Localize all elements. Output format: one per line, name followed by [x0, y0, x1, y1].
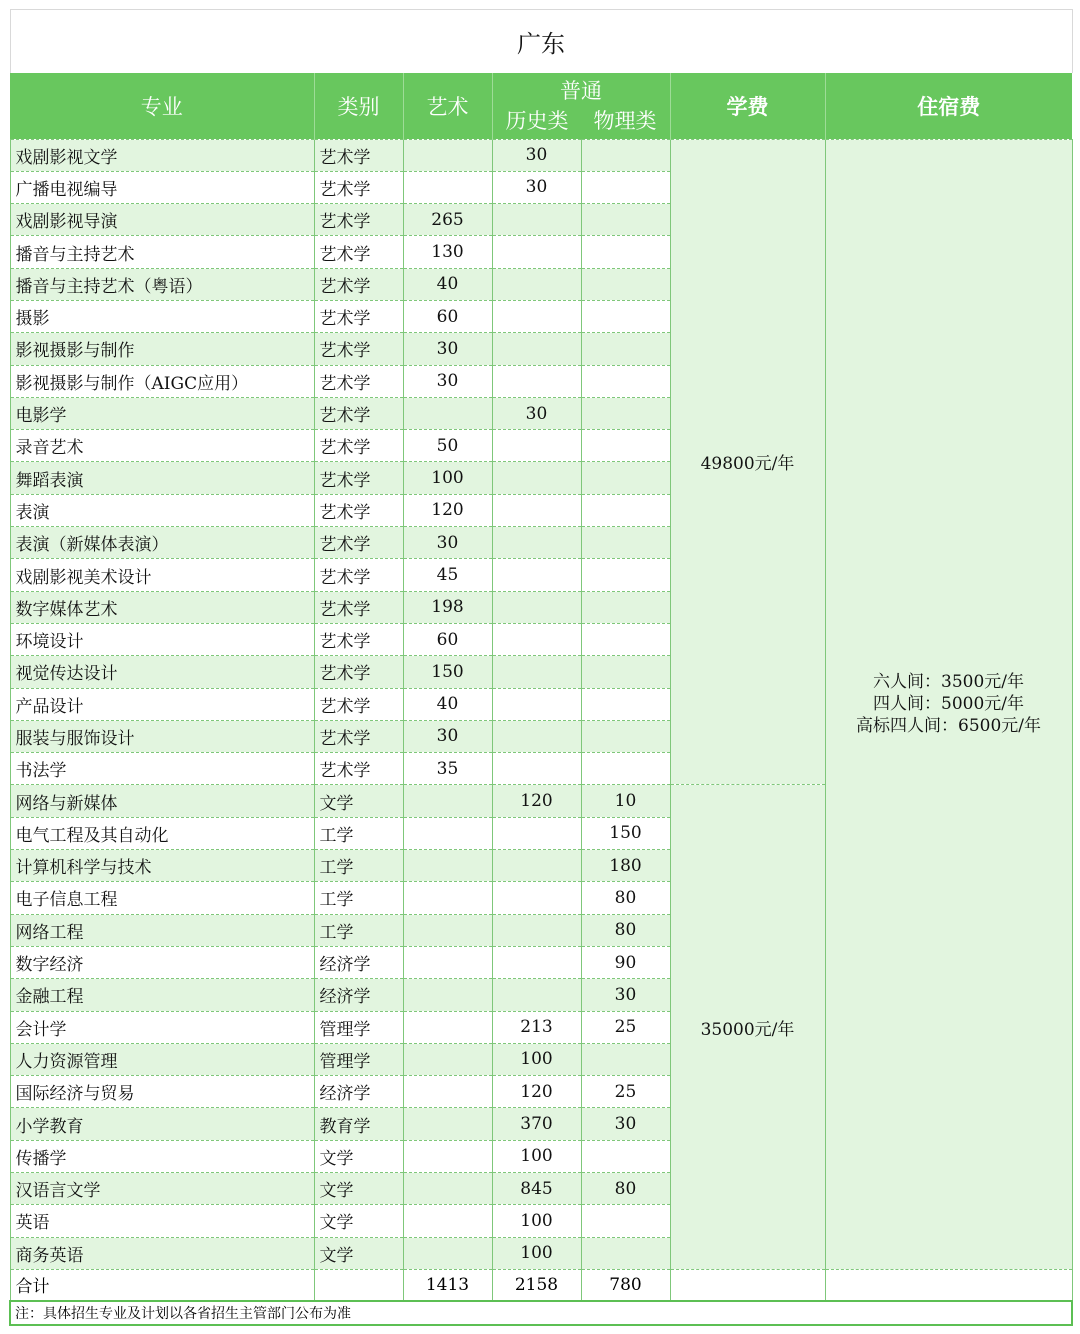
total-row: [10, 1269, 1072, 1301]
physics-count-cell: [581, 365, 670, 397]
major-cell: 摄影: [10, 300, 314, 332]
physics-count-cell: 10: [581, 785, 670, 817]
physics-count-cell: [581, 1043, 670, 1075]
art-count-cell: 198: [403, 591, 492, 623]
physics-count-cell: [581, 300, 670, 332]
history-count-cell: 30: [492, 171, 581, 203]
total-category-cell: [314, 1269, 403, 1301]
history-count-cell: 845: [492, 1173, 581, 1205]
major-cell: 数字经济: [10, 946, 314, 978]
physics-count-cell: [581, 623, 670, 655]
major-cell: 舞蹈表演: [10, 462, 314, 494]
category-cell: 艺术学: [314, 171, 403, 203]
major-cell: 商务英语: [10, 1237, 314, 1269]
major-cell: 计算机科学与技术: [10, 850, 314, 882]
history-count-cell: 370: [492, 1108, 581, 1140]
major-cell: 戏剧影视导演: [10, 204, 314, 236]
physics-count-cell: [581, 462, 670, 494]
art-count-cell: 45: [403, 559, 492, 591]
dorm-fee-cell: [825, 139, 1072, 1269]
history-count-cell: 30: [492, 139, 581, 171]
major-cell: 表演: [10, 494, 314, 526]
major-cell: 人力资源管理: [10, 1043, 314, 1075]
category-cell: 艺术学: [314, 397, 403, 429]
enrollment-table: [9, 9, 1073, 1326]
category-cell: 文学: [314, 1237, 403, 1269]
physics-count-cell: [581, 656, 670, 688]
physics-count-cell: [581, 268, 670, 300]
art-count-cell: [403, 946, 492, 978]
physics-count-cell: 25: [581, 1076, 670, 1108]
art-count-cell: [403, 979, 492, 1011]
table-row: [10, 139, 1072, 171]
art-count-cell: 50: [403, 430, 492, 462]
category-cell: 艺术学: [314, 753, 403, 785]
major-cell: 小学教育: [10, 1108, 314, 1140]
category-cell: 管理学: [314, 1043, 403, 1075]
category-cell: 艺术学: [314, 300, 403, 332]
art-count-cell: [403, 850, 492, 882]
major-cell: 录音艺术: [10, 430, 314, 462]
header-category: 类别: [314, 73, 403, 139]
art-count-cell: 30: [403, 720, 492, 752]
physics-count-cell: [581, 430, 670, 462]
category-cell: 文学: [314, 1205, 403, 1237]
major-cell: 播音与主持艺术: [10, 236, 314, 268]
major-cell: 网络与新媒体: [10, 785, 314, 817]
art-count-cell: 30: [403, 333, 492, 365]
art-count-cell: [403, 397, 492, 429]
category-cell: 艺术学: [314, 462, 403, 494]
history-count-cell: [492, 591, 581, 623]
category-cell: 艺术学: [314, 430, 403, 462]
major-cell: 电影学: [10, 397, 314, 429]
major-cell: 广播电视编导: [10, 171, 314, 203]
category-cell: 文学: [314, 1140, 403, 1172]
history-count-cell: 100: [492, 1140, 581, 1172]
tuition-general-cell: 35000元/年: [670, 785, 825, 1269]
category-cell: 经济学: [314, 946, 403, 978]
art-count-cell: [403, 817, 492, 849]
category-cell: 管理学: [314, 1011, 403, 1043]
header-major: 专业: [10, 73, 314, 139]
art-count-cell: 35: [403, 753, 492, 785]
physics-count-cell: [581, 559, 670, 591]
category-cell: 艺术学: [314, 591, 403, 623]
major-cell: 影视摄影与制作: [10, 333, 314, 365]
art-count-cell: [403, 1011, 492, 1043]
art-count-cell: [403, 1173, 492, 1205]
header-general-group: [492, 73, 670, 139]
major-cell: 影视摄影与制作（AIGC应用）: [10, 365, 314, 397]
history-count-cell: [492, 559, 581, 591]
category-cell: 艺术学: [314, 494, 403, 526]
physics-count-cell: [581, 1205, 670, 1237]
dorm-fee-line: 四人间：5000元/年: [873, 694, 1024, 715]
category-cell: 经济学: [314, 1076, 403, 1108]
art-count-cell: [403, 139, 492, 171]
physics-count-cell: [581, 1237, 670, 1269]
physics-count-cell: 30: [581, 979, 670, 1011]
history-count-cell: [492, 656, 581, 688]
art-count-cell: [403, 171, 492, 203]
physics-count-cell: [581, 527, 670, 559]
art-count-cell: [403, 1140, 492, 1172]
art-count-cell: 265: [403, 204, 492, 236]
category-cell: 艺术学: [314, 236, 403, 268]
header-art: 艺术: [403, 73, 492, 139]
history-count-cell: [492, 430, 581, 462]
header-tuition: 学费: [670, 73, 825, 139]
history-count-cell: [492, 300, 581, 332]
physics-count-cell: 80: [581, 1173, 670, 1205]
category-cell: 艺术学: [314, 139, 403, 171]
category-cell: 艺术学: [314, 720, 403, 752]
history-count-cell: [492, 623, 581, 655]
art-count-cell: 40: [403, 268, 492, 300]
art-count-cell: [403, 1205, 492, 1237]
history-count-cell: [492, 236, 581, 268]
history-count-cell: [492, 462, 581, 494]
physics-count-cell: [581, 333, 670, 365]
category-cell: 工学: [314, 850, 403, 882]
physics-count-cell: [581, 494, 670, 526]
art-count-cell: [403, 1043, 492, 1075]
physics-count-cell: [581, 720, 670, 752]
art-count-cell: 120: [403, 494, 492, 526]
major-cell: 会计学: [10, 1011, 314, 1043]
total-tuition-cell: [670, 1269, 825, 1301]
total-history: 2158: [492, 1269, 581, 1301]
category-cell: 艺术学: [314, 333, 403, 365]
physics-count-cell: [581, 591, 670, 623]
category-cell: 艺术学: [314, 688, 403, 720]
physics-count-cell: [581, 139, 670, 171]
physics-count-cell: [581, 236, 670, 268]
dorm-fee-line: 高标四人间：6500元/年: [856, 716, 1041, 737]
header-general: 普通: [560, 78, 602, 103]
major-cell: 数字媒体艺术: [10, 591, 314, 623]
history-count-cell: [492, 850, 581, 882]
header-history: 历史类: [505, 108, 569, 133]
category-cell: 教育学: [314, 1108, 403, 1140]
art-count-cell: 150: [403, 656, 492, 688]
art-count-cell: 60: [403, 623, 492, 655]
header-physics: 物理类: [593, 108, 657, 133]
category-cell: 艺术学: [314, 365, 403, 397]
art-count-cell: [403, 1237, 492, 1269]
art-count-cell: [403, 882, 492, 914]
major-cell: 传播学: [10, 1140, 314, 1172]
category-cell: 艺术学: [314, 623, 403, 655]
category-cell: 文学: [314, 1173, 403, 1205]
physics-count-cell: 80: [581, 882, 670, 914]
physics-count-cell: [581, 204, 670, 236]
history-count-cell: [492, 979, 581, 1011]
history-count-cell: 100: [492, 1043, 581, 1075]
art-count-cell: [403, 1076, 492, 1108]
history-count-cell: 100: [492, 1237, 581, 1269]
art-count-cell: 100: [403, 462, 492, 494]
history-count-cell: [492, 817, 581, 849]
physics-count-cell: 30: [581, 1108, 670, 1140]
major-cell: 国际经济与贸易: [10, 1076, 314, 1108]
total-dorm-cell: [825, 1269, 1072, 1301]
history-count-cell: [492, 882, 581, 914]
history-count-cell: [492, 914, 581, 946]
major-cell: 金融工程: [10, 979, 314, 1011]
note-row: [10, 1301, 1072, 1325]
history-count-cell: [492, 268, 581, 300]
category-cell: 文学: [314, 785, 403, 817]
history-count-cell: [492, 365, 581, 397]
history-count-cell: [492, 720, 581, 752]
major-cell: 戏剧影视文学: [10, 139, 314, 171]
physics-count-cell: [581, 753, 670, 785]
major-cell: 电气工程及其自动化: [10, 817, 314, 849]
history-count-cell: [492, 753, 581, 785]
table-body: [10, 139, 1072, 1269]
history-count-cell: 120: [492, 1076, 581, 1108]
history-count-cell: 100: [492, 1205, 581, 1237]
category-cell: 工学: [314, 882, 403, 914]
art-count-cell: [403, 785, 492, 817]
art-count-cell: 130: [403, 236, 492, 268]
history-count-cell: [492, 527, 581, 559]
major-cell: 环境设计: [10, 623, 314, 655]
physics-count-cell: 150: [581, 817, 670, 849]
art-count-cell: [403, 914, 492, 946]
history-count-cell: 120: [492, 785, 581, 817]
physics-count-cell: [581, 1140, 670, 1172]
category-cell: 工学: [314, 914, 403, 946]
physics-count-cell: 25: [581, 1011, 670, 1043]
major-cell: 服装与服饰设计: [10, 720, 314, 752]
major-cell: 播音与主持艺术（粤语）: [10, 268, 314, 300]
major-cell: 电子信息工程: [10, 882, 314, 914]
enrollment-table-sheet: [9, 9, 1071, 1326]
major-cell: 英语: [10, 1205, 314, 1237]
category-cell: 艺术学: [314, 268, 403, 300]
major-cell: 视觉传达设计: [10, 656, 314, 688]
physics-count-cell: 90: [581, 946, 670, 978]
history-count-cell: [492, 946, 581, 978]
category-cell: 艺术学: [314, 527, 403, 559]
physics-count-cell: [581, 397, 670, 429]
total-label: 合计: [10, 1269, 314, 1301]
total-art: 1413: [403, 1269, 492, 1301]
physics-count-cell: 180: [581, 850, 670, 882]
major-cell: 书法学: [10, 753, 314, 785]
art-count-cell: 30: [403, 365, 492, 397]
header-dorm: 住宿费: [825, 73, 1072, 139]
history-count-cell: [492, 688, 581, 720]
major-cell: 戏剧影视美术设计: [10, 559, 314, 591]
major-cell: 表演（新媒体表演）: [10, 527, 314, 559]
table-title: 广东: [10, 10, 1072, 74]
physics-count-cell: [581, 688, 670, 720]
category-cell: 经济学: [314, 979, 403, 1011]
category-cell: 工学: [314, 817, 403, 849]
major-cell: 网络工程: [10, 914, 314, 946]
category-cell: 艺术学: [314, 204, 403, 236]
major-cell: 汉语言文学: [10, 1173, 314, 1205]
category-cell: 艺术学: [314, 656, 403, 688]
footnote: 注：具体招生专业及计划以各省招生主管部门公布为准: [10, 1301, 1072, 1325]
history-count-cell: [492, 494, 581, 526]
art-count-cell: 40: [403, 688, 492, 720]
physics-count-cell: [581, 171, 670, 203]
art-count-cell: 30: [403, 527, 492, 559]
history-count-cell: [492, 333, 581, 365]
dorm-fee-line: 六人间：3500元/年: [873, 672, 1024, 693]
major-cell: 产品设计: [10, 688, 314, 720]
history-count-cell: 30: [492, 397, 581, 429]
tuition-art-cell: 49800元/年: [670, 139, 825, 785]
art-count-cell: [403, 1108, 492, 1140]
art-count-cell: 60: [403, 300, 492, 332]
history-count-cell: [492, 204, 581, 236]
category-cell: 艺术学: [314, 559, 403, 591]
total-physics: 780: [581, 1269, 670, 1301]
physics-count-cell: 80: [581, 914, 670, 946]
history-count-cell: 213: [492, 1011, 581, 1043]
